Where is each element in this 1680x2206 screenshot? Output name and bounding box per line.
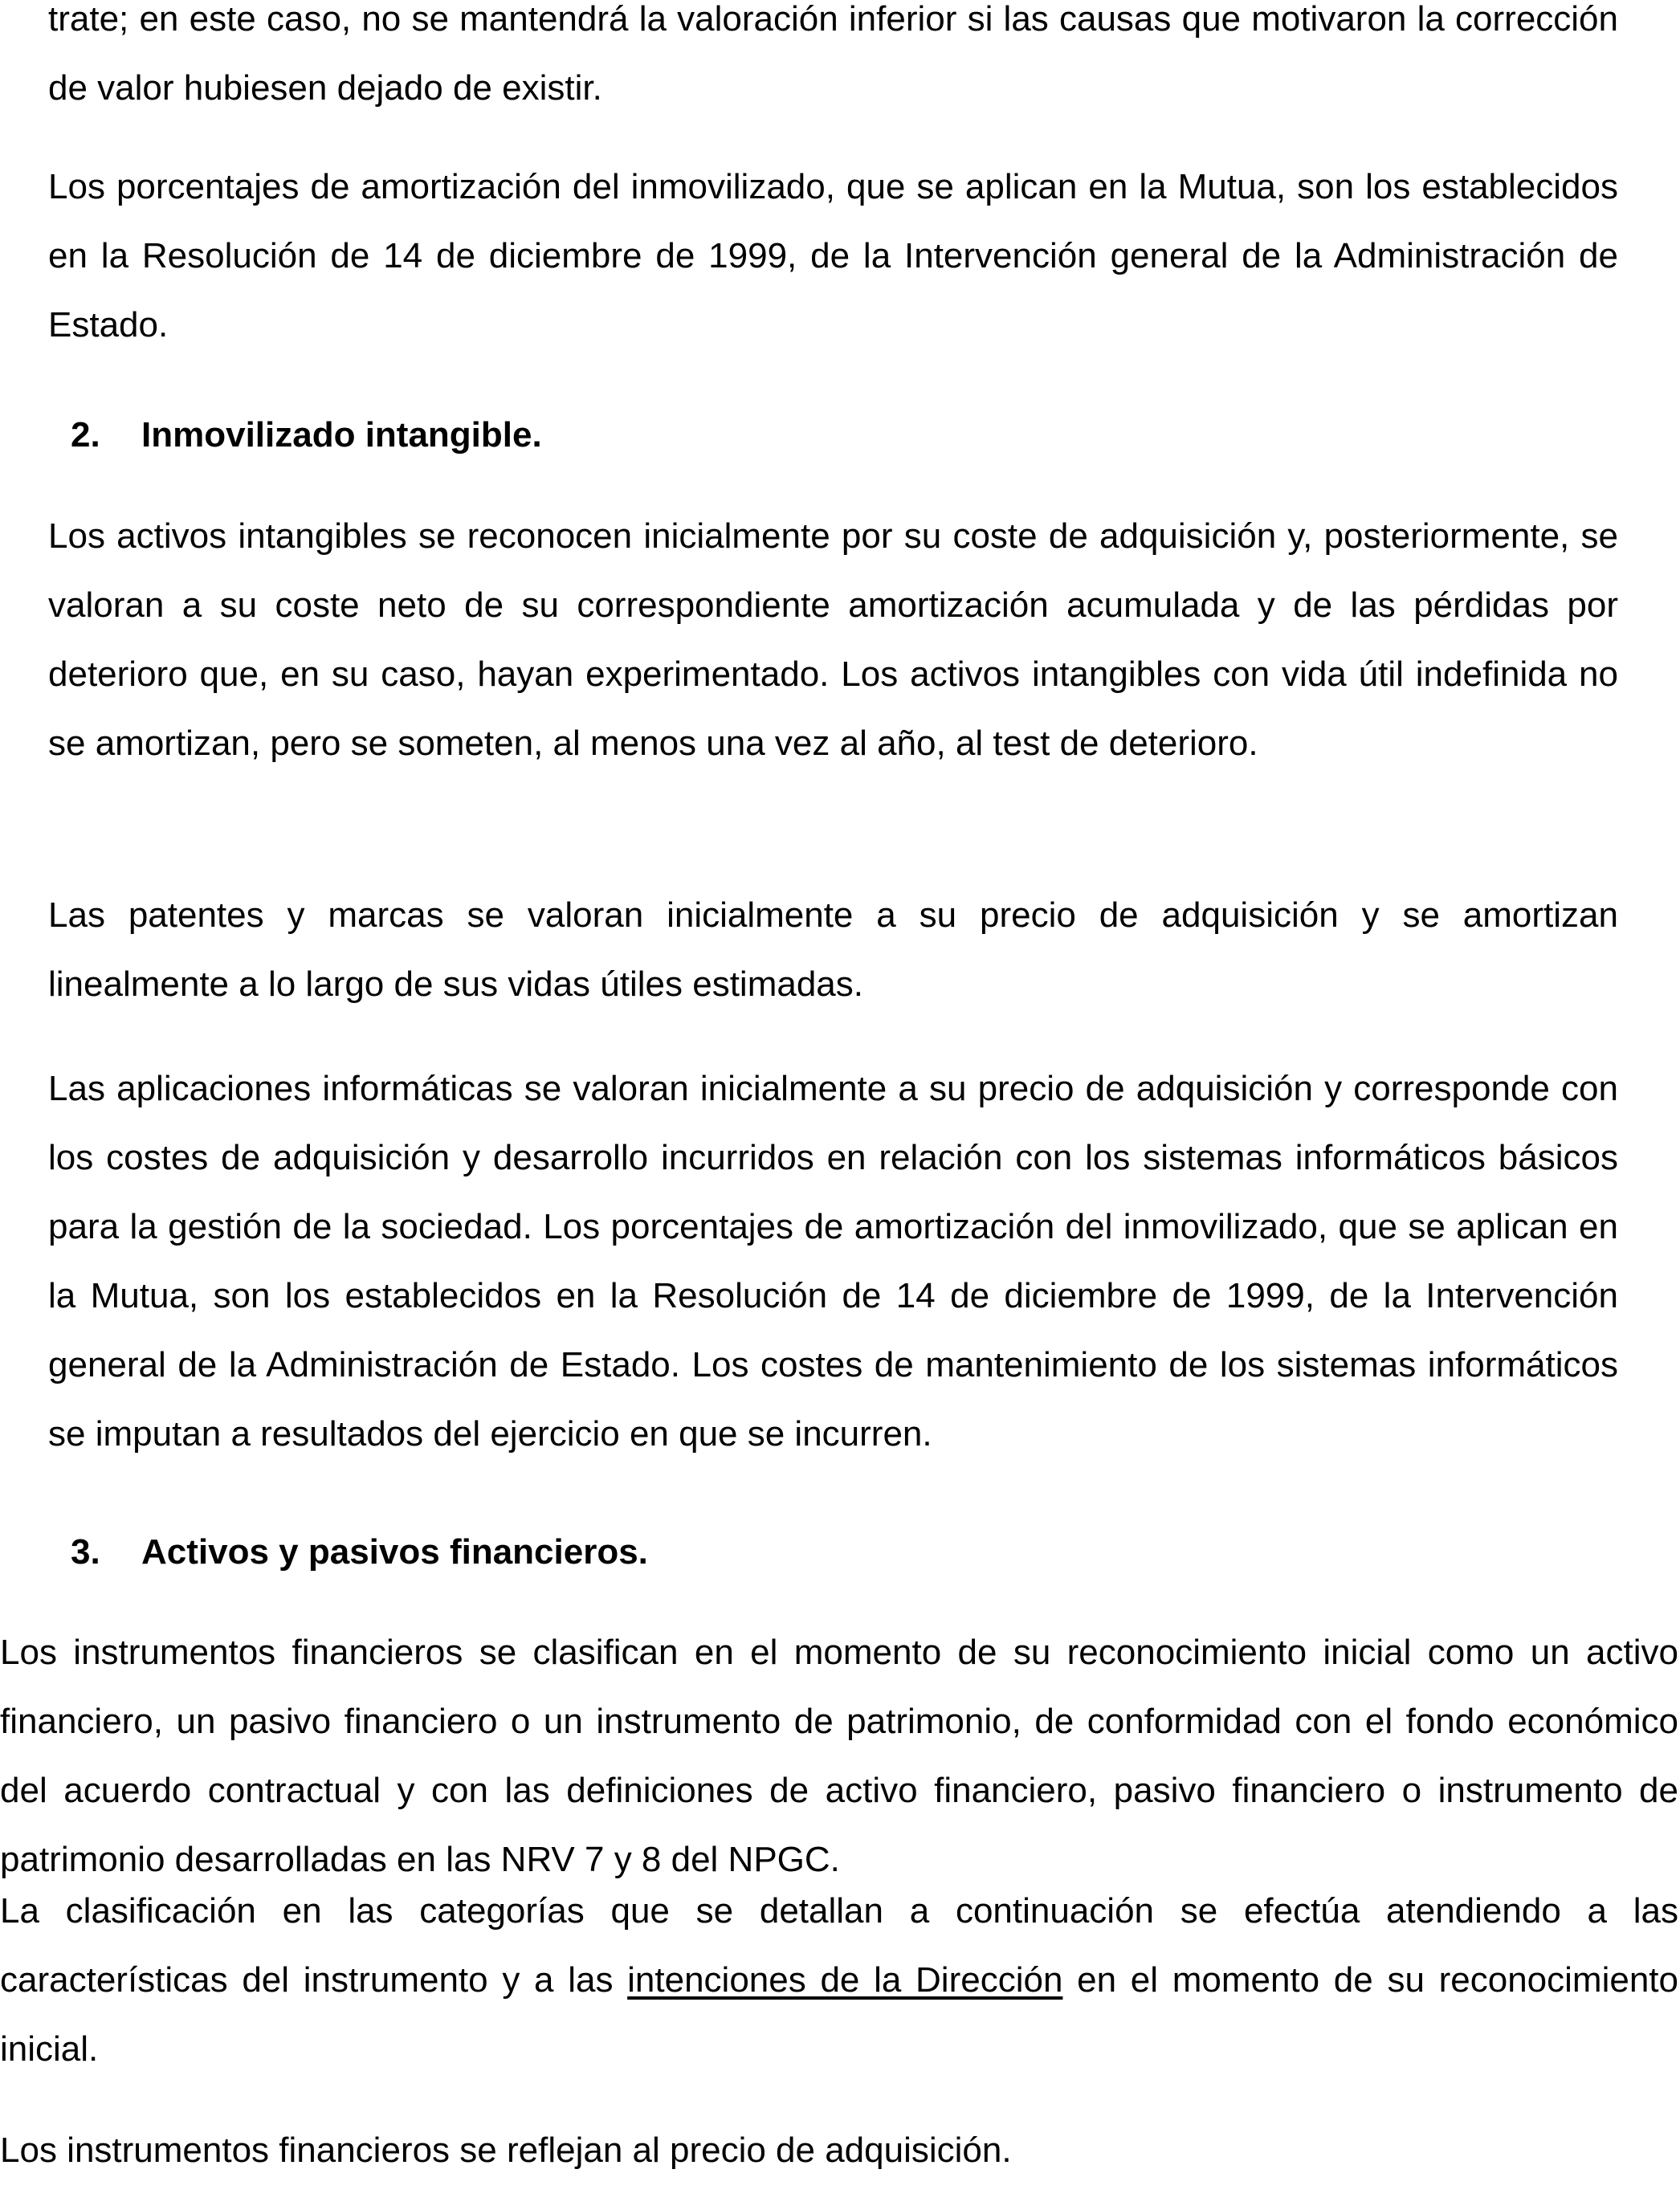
- paragraph-patents-trademarks: Las patentes y marcas se valoran inicialmente a su precio de adquisición y se amortizan linealmente a lo largo de sus vidas útiles estimadas.: [48, 895, 1618, 1004]
- underlined-phrase: intenciones de la Dirección: [627, 1960, 1063, 2000]
- paragraph-financial-instruments: Los instrumentos financieros se clasifican en el momento de su reconocimiento inicial como un activo financiero, un pasivo financiero o un instrumento de patrimonio, de conformidad con el fondo económico del acuerdo contractual y con las definiciones de activo financiero, pasivo financiero o instrumento de patrimonio desarrolladas en las NRV 7 y 8 del NPGC.: [0, 1633, 1678, 1879]
- paragraph-acquisition-price: Los instrumentos financieros se reflejan al precio de adquisición.: [0, 2131, 1012, 2170]
- classification-text-end: en el momento de su reconocimiento inicial.: [0, 1960, 1678, 2069]
- section-number: 2.: [71, 415, 100, 455]
- paragraph-intangible-assets: Los activos intangibles se reconocen inicialmente por su coste de adquisición y, posteriormente, se valoran a su coste neto de su correspondiente amortización acumulada y de las pérdidas por deterioro que, en su caso, hayan experimentado. Los activos intangibles con vida útil indefinida no se amortizan, pero se someten, al menos una vez al año, al test de deterioro.: [48, 516, 1618, 763]
- section-number: 3.: [71, 1532, 100, 1572]
- section-heading-financial: [71, 1528, 648, 1576]
- paragraph-software: Las aplicaciones informáticas se valoran inicialmente a su precio de adquisición y corresponde con los costes de adquisición y desarrollo incurridos en relación con los sistemas informáticos básicos para la gestión de la sociedad. Los porcentajes de amortización del inmovilizado, que se aplican en la Mutua, son los establecidos en la Resolución de 14 de diciembre de 1999, de la Intervención general de la Administración de Estado. Los costes de mantenimiento de los sistemas informáticos se imputan a resultados del ejercicio en que se incurren.: [48, 1069, 1618, 1454]
- section-heading-intangible: [71, 411, 542, 459]
- section-title: Inmovilizado intangible.: [141, 415, 542, 455]
- paragraph-impairment-reversal: trate; en este caso, no se mantendrá la valoración inferior si las causas que motivaron la corrección de valor hubiesen dejado de existir.: [48, 0, 1618, 108]
- section-title: Activos y pasivos financieros.: [141, 1532, 648, 1572]
- paragraph-classification: [0, 1877, 1678, 2084]
- paragraph-amortization-rates: Los porcentajes de amortización del inmovilizado, que se aplican en la Mutua, son los establecidos en la Resolución de 14 de diciembre de 1999, de la Intervención general de la Administración de Estado.: [48, 167, 1618, 345]
- classification-text-start: La clasificación en las categorías que se detallan a continuación se efectúa atendiendo a las características del instrumento y a las: [0, 1891, 1678, 2000]
